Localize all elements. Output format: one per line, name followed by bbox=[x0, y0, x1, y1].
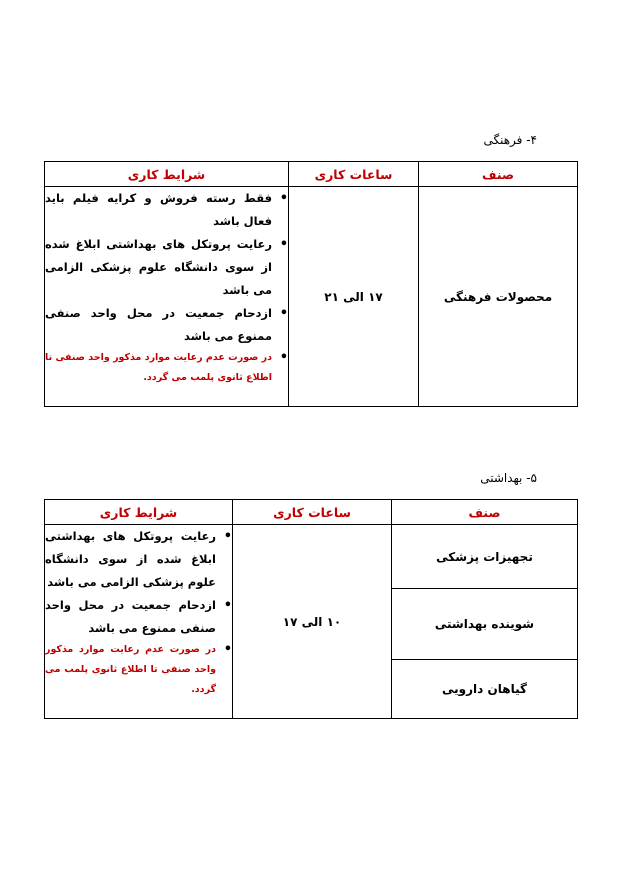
category-cell: تجهیزات پزشکی bbox=[392, 525, 578, 589]
table-row bbox=[45, 187, 578, 407]
condition-item: • رعایت پروتکل های بهداشتی ابلاغ شده از سوی دانشگاه علوم پزشکی الزامی می باشد bbox=[45, 233, 272, 302]
condition-item: • ازدحام جمعیت در محل واحد صنفی ممنوع می باشد bbox=[45, 594, 216, 640]
warning-item: • در صورت عدم رعایت موارد مذکور واحد صنفی تا اطلاع ثانوی پلمب می گردد. bbox=[45, 640, 216, 700]
condition-item: • فقط رسته فروش و کرایه فیلم باید فعال باشد bbox=[45, 187, 272, 233]
header-category: صنف bbox=[392, 500, 578, 525]
header-hours: ساعات کاری bbox=[289, 162, 419, 187]
category-cell: شوینده بهداشتی bbox=[392, 589, 578, 660]
warning-item: • در صورت عدم رعایت موارد مذکور واحد صنفی تا اطلاع ثانوی پلمب می گردد. bbox=[45, 348, 272, 388]
hours-cell: ۱۷ الی ۲۱ bbox=[289, 187, 419, 407]
conditions-list bbox=[45, 525, 232, 700]
header-hours: ساعات کاری bbox=[233, 500, 392, 525]
category-cell: محصولات فرهنگی bbox=[419, 187, 578, 407]
conditions-cell bbox=[45, 187, 289, 407]
condition-item: • ازدحام جمعیت در محل واحد صنفی ممنوع می باشد bbox=[45, 302, 272, 348]
table-header-row bbox=[45, 162, 578, 187]
table-row bbox=[45, 525, 578, 589]
section-4-heading: ۴- فرهنگی bbox=[483, 133, 537, 147]
header-conditions: شرایط کاری bbox=[45, 500, 233, 525]
conditions-cell bbox=[45, 525, 233, 719]
hours-cell: ۱۰ الی ۱۷ bbox=[233, 525, 392, 719]
category-cell: گیاهان دارویی bbox=[392, 660, 578, 719]
header-category: صنف bbox=[419, 162, 578, 187]
table-header-row bbox=[45, 500, 578, 525]
section-4-table bbox=[44, 161, 578, 407]
conditions-list bbox=[45, 187, 288, 388]
section-5-heading: ۵- بهداشتی bbox=[480, 471, 537, 485]
condition-item: • رعایت پروتکل های بهداشتی ابلاغ شده از سوی دانشگاه علوم پزشکی الزامی می باشد bbox=[45, 525, 216, 594]
header-conditions: شرایط کاری bbox=[45, 162, 289, 187]
section-5-table bbox=[44, 499, 578, 719]
